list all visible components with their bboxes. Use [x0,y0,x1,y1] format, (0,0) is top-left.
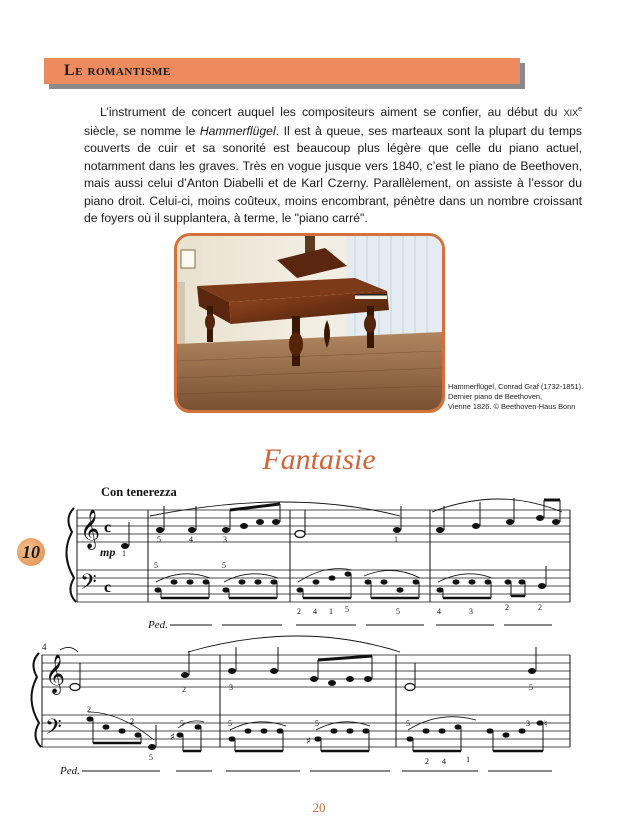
sys1-brace [66,508,76,602]
fingering: 1 [394,535,398,544]
note [195,724,202,729]
note [364,676,372,682]
fingering: 5 [396,607,400,616]
fingering: 3 [229,683,233,692]
measure-number: 4 [42,642,47,652]
note [363,728,370,733]
note [295,531,305,538]
fingering: 5 [228,719,232,728]
note [538,583,546,589]
fingering: 4 [189,535,193,544]
fingering: 5 [222,561,226,570]
note [87,716,94,721]
note [413,579,420,584]
pedal-mark: Ped. [60,765,80,777]
note [505,579,512,584]
note [240,523,248,529]
note [156,527,164,533]
note [328,680,336,686]
section-title: Le romantisme [64,62,171,79]
fingering: 5 [406,719,410,728]
fingering: 2 [87,705,91,714]
intro-term: Hammerflügel [199,123,276,138]
note [70,684,80,691]
note [187,579,194,584]
note [519,579,526,584]
fingering: 2 [297,607,301,616]
note [229,736,236,741]
note [119,728,126,733]
note [272,519,280,525]
note [277,728,284,733]
note [222,527,230,533]
note [239,579,246,584]
piece-title: Fantaisie [262,443,376,476]
fingering: 4 [437,607,441,616]
note [485,579,492,584]
tempo-marking: Con tenerezza [101,485,177,499]
fingering: 4 [313,607,317,616]
intro-text-1: L’instrument de concert auquel les compositeurs aiment se confier, au début du [100,105,564,120]
bass-clef-icon: 𝄢 [45,715,62,745]
note [455,724,462,729]
note [365,579,372,584]
sys2-treble-notes [70,647,536,691]
fingering: 5 [180,719,184,728]
note [315,736,322,741]
fingering: 2 [538,603,542,612]
time-signature-treble: c [104,519,112,536]
sys1-treble-notes [121,498,560,549]
time-signature-bass: c [104,579,112,596]
caption-line-1: Hammerflügel, Conrad Graf (1732-1851). [448,382,584,391]
fingering: 2 [130,717,134,726]
pedal-mark: Ped. [148,619,168,631]
sys2-rh-fingerings [182,683,533,694]
note [347,728,354,733]
fingering: 5 [315,719,319,728]
note [405,684,415,691]
caption-line-3: Vienne 1826. © Beethoven-Haus Bonn [448,402,576,411]
note [487,728,494,733]
note [103,724,110,729]
note [536,515,544,521]
note [313,579,320,584]
sys1-slurs [150,499,562,516]
natural-icon: ♮ [544,719,548,730]
note [331,728,338,733]
fingering: 2 [505,603,509,612]
intro-century-sup: e [578,106,582,113]
note [297,587,304,592]
sharp-icon: ♯ [306,736,311,747]
note [346,676,354,682]
fingering: 5 [157,535,161,544]
sharp-icon: ♯ [170,732,175,743]
sys2-treble-staff [42,655,570,687]
note [271,579,278,584]
fingering: 1 [122,549,126,558]
note [437,587,444,592]
note [135,732,142,737]
note [245,728,252,733]
note [181,672,189,678]
note [261,728,268,733]
fingering: 2 [182,685,186,694]
fingering: 1 [466,755,470,764]
note [528,668,536,674]
note [439,728,446,733]
fingering: 5 [345,605,349,614]
note [256,519,264,525]
intro-text-3: . Il est à queue, ses marteaux sont la plupart du temps couverts de cuir et sa sonorité est beaucoup plus légère que celle du piano actuel, notamment dans les graves. Très en vogue jusque vers 1840, c’est le piano de Beethoven, mais aussi celui d’Anton Diabelli et de Karl Czerny. Parallèlement, on assiste à l’essor du piano droit. Celui-ci, moins coûteux, moins encombrant, pénètre dans un nombre croissant de foyers où il supplantera, à terme, le "piano carré". [84,123,582,226]
note [255,579,262,584]
fingering: 5 [154,561,158,570]
sys2-bass-slurs [88,712,476,740]
note [381,579,388,584]
sys2-slurs [60,636,400,652]
treble-clef-icon: 𝄞 [80,509,101,549]
fingering: 3 [223,535,227,544]
piece-number-badge: 10 [17,538,45,566]
fingering: 1 [329,607,333,616]
note [223,587,230,592]
note [155,587,162,592]
page-number: 20 [312,800,326,815]
note [310,676,318,682]
note [519,728,526,733]
bass-clef-icon: 𝄢 [80,570,97,600]
note [329,575,336,580]
fingering: 2 [425,757,429,766]
note [423,728,430,733]
sys1-bass-notes [155,566,547,598]
sys1-barlines [77,510,570,602]
note [228,668,236,674]
treble-clef-icon: 𝄞 [45,654,66,694]
note [345,571,352,576]
fingering: 5 [529,683,533,692]
note [188,527,196,533]
note [407,736,414,741]
note [552,519,560,525]
fingering: 4 [442,757,446,766]
note [270,668,278,674]
intro-century: XIX [563,108,579,119]
note [469,579,476,584]
sys1-rh-fingerings [122,535,398,558]
intro-text-2: siècle, se nomme le [84,123,200,138]
dynamic-marking: mp [100,545,116,559]
note [171,579,178,584]
note [148,744,156,750]
fingering: 3 [526,719,530,728]
fingering: 5 [149,753,153,762]
note [177,732,184,737]
note [397,587,404,592]
caption-line-2: Dernier piano de Beethoven, [448,392,543,401]
note [503,732,510,737]
fingering: 3 [469,607,473,616]
note [506,519,514,525]
note [537,720,544,725]
note [393,527,401,533]
note [203,579,210,584]
note [472,523,480,529]
sys2-brace [31,653,41,747]
note [436,527,444,533]
sys1-treble-staff [77,510,570,542]
note [453,579,460,584]
